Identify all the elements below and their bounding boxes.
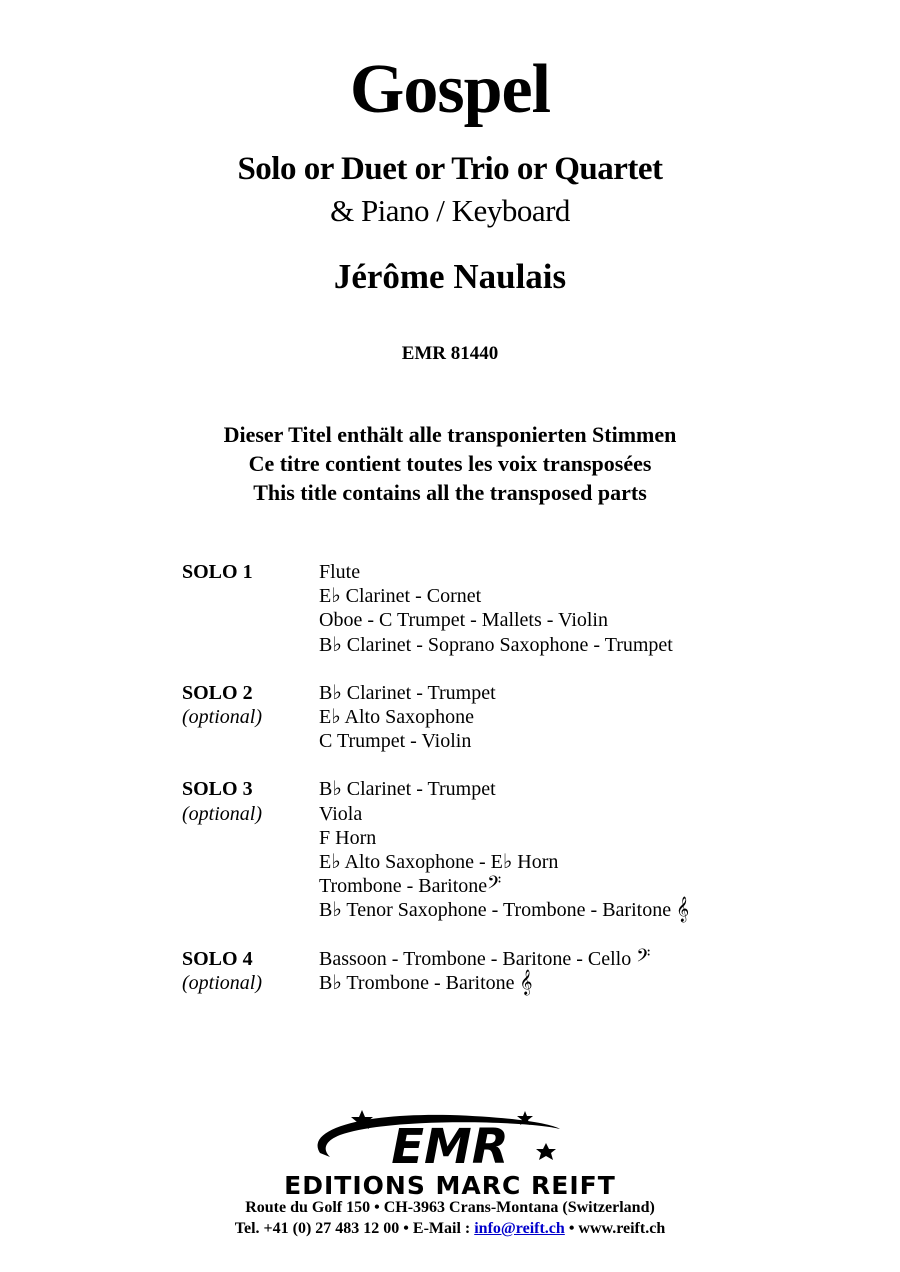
part-group-solo-2 — [182, 681, 742, 754]
parts-list — [182, 560, 742, 1019]
part-group-solo-4 — [182, 947, 742, 995]
logo-text: EMR — [391, 1119, 509, 1175]
ensemble-subtitle: Solo or Duet or Trio or Quartet — [237, 151, 663, 187]
emr-logo — [300, 1105, 600, 1177]
treble-clef-icon: 𝄞 — [519, 969, 533, 995]
instrument-line: F Horn — [319, 826, 377, 849]
composer-name: Jérôme Naulais — [333, 257, 567, 296]
optional-label: (optional) — [182, 802, 262, 825]
website-text[interactable]: • www.reift.ch — [564, 1220, 666, 1237]
part-label: SOLO 3 — [182, 778, 253, 801]
instrument-line: Flute — [319, 561, 361, 583]
note-german: Dieser Titel enthält alle transponierten Stimmen — [223, 422, 677, 447]
instrument-line: E♭ Alto Saxophone - E♭ Horn — [319, 851, 559, 874]
part-group-solo-3 — [182, 777, 742, 922]
instrument-line: B♭ Clarinet - Trumpet — [319, 778, 496, 801]
publisher-contact — [0, 1219, 900, 1239]
page-title: Gospel — [349, 51, 551, 128]
transposition-notes — [0, 420, 900, 507]
catalog-code: EMR 81440 — [401, 343, 499, 364]
email-link[interactable]: info@reift.ch — [474, 1220, 565, 1237]
instrument-line: C Trumpet - Violin — [319, 730, 472, 753]
part-group-solo-1 — [182, 560, 742, 657]
accompaniment-subtitle: & Piano / Keyboard — [330, 193, 570, 228]
optional-label: (optional) — [182, 971, 262, 994]
instrument-line: Bassoon - Trombone - Baritone - Cello 𝄢 — [319, 945, 651, 971]
bass-clef-icon: 𝄢 — [487, 873, 502, 899]
treble-clef-icon: 𝄞 — [676, 897, 690, 923]
optional-label: (optional) — [182, 706, 262, 729]
note-english: This title contains all the transposed parts — [253, 480, 647, 505]
instrument-line: Trombone - Baritone𝄢 — [319, 873, 502, 899]
instrument-line: E♭ Clarinet - Cornet — [319, 585, 482, 608]
publisher-address: Route du Golf 150 • CH-3963 Crans-Montana (Switzerland) — [245, 1199, 655, 1216]
phone-text: Tel. +41 (0) 27 483 12 00 • E-Mail : — [234, 1220, 475, 1237]
instrument-line: B♭ Clarinet - Soprano Saxophone - Trumpet — [319, 633, 673, 656]
instrument-line: E♭ Alto Saxophone — [319, 706, 474, 729]
instrument-line: B♭ Trombone - Baritone 𝄞 — [319, 969, 533, 995]
instrument-line: B♭ Tenor Saxophone - Trombone - Baritone 𝄞 — [319, 897, 690, 923]
instrument-line: Viola — [319, 802, 363, 825]
publisher-name: EDITIONS MARC REIFT — [284, 1171, 616, 1200]
star-icon — [536, 1143, 556, 1160]
part-label: SOLO 4 — [182, 947, 253, 970]
note-french: Ce titre contient toutes les voix transposées — [248, 451, 652, 476]
part-label: SOLO 2 — [182, 681, 253, 704]
bass-clef-icon: 𝄢 — [636, 945, 651, 971]
instrument-line: B♭ Clarinet - Trumpet — [319, 681, 496, 704]
part-label: SOLO 1 — [182, 561, 253, 583]
instrument-line: Oboe - C Trumpet - Mallets - Violin — [319, 609, 608, 632]
